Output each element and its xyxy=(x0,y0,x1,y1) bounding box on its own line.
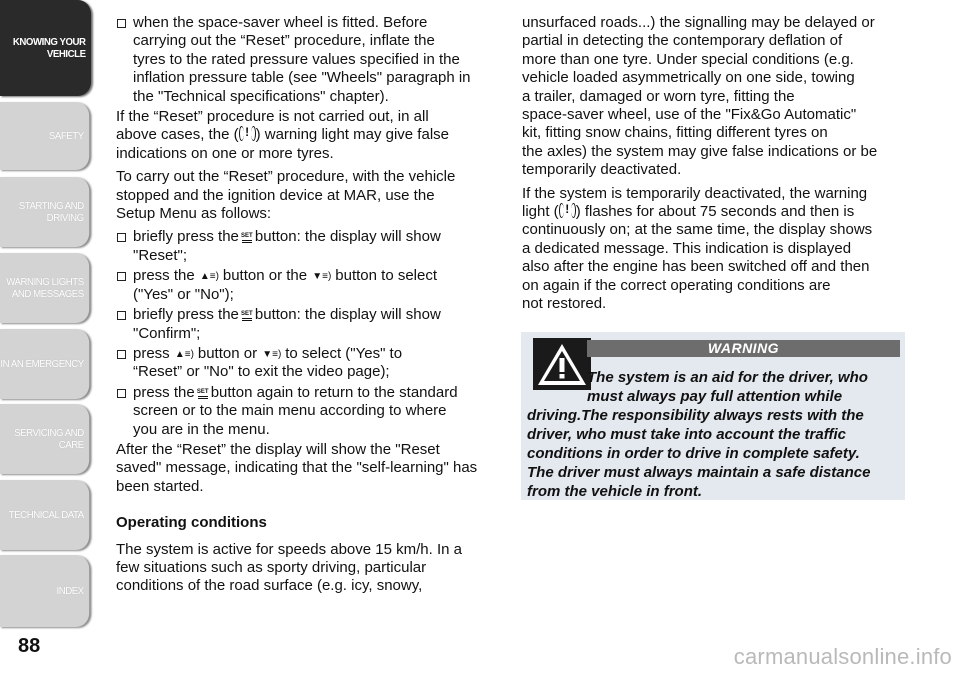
tab-label: KNOWING YOUR VEHICLE xyxy=(12,36,86,60)
text-line: more than one tyre. Under special conditions (e.g. xyxy=(522,50,854,68)
down-button-icon: ▼≡) xyxy=(262,348,282,360)
watermark: carmanualsonline.info xyxy=(733,644,952,669)
tab-technical-data[interactable] xyxy=(0,480,89,550)
text-line: the "Technical specifications" chapter). xyxy=(133,87,389,105)
text-line: The system is an aid for the driver, who xyxy=(587,369,868,386)
text-line: been started. xyxy=(116,477,204,495)
text-line: If the “Reset” procedure is not carried out, in all xyxy=(116,108,429,126)
set-button-icon xyxy=(240,233,254,244)
text-line: saved" message, indicating that the "self-learning" has xyxy=(116,459,478,477)
tab-starting-and-driving[interactable] xyxy=(0,177,89,247)
text-line: The system is active for speeds above 15 km/h. In a xyxy=(116,540,462,558)
list-item xyxy=(116,306,500,343)
set-button-icon xyxy=(240,311,254,322)
icon-glyph: ! xyxy=(245,125,250,140)
text-line: a trailer, damaged or worn tyre, fitting the xyxy=(522,87,795,105)
paragraph xyxy=(116,541,500,596)
icon-glyph: ! xyxy=(565,202,570,217)
text-line: "Reset"; xyxy=(133,246,188,264)
tab-safety[interactable] xyxy=(0,102,89,170)
text-line: button: the display will show xyxy=(254,228,441,246)
text-line: partial in detecting the contemporary deflation of xyxy=(522,32,843,50)
text-line: continuously on; at the same time, the display shows xyxy=(522,221,873,239)
list-item xyxy=(116,267,500,304)
tab-knowing-your-vehicle[interactable] xyxy=(0,0,91,96)
text-line: “Reset” or "No" to exit the video page); xyxy=(133,363,390,381)
text-line: driving.The responsibility always rests with the xyxy=(527,407,864,424)
warning-title: WARNING xyxy=(587,340,900,357)
text-line: temporarily deactivated. xyxy=(522,161,682,179)
tab-index[interactable] xyxy=(0,555,89,627)
text-line: you are in the menu. xyxy=(133,420,270,438)
text-line: few situations such as sporty driving, particular xyxy=(116,558,427,576)
text-line: indications on one or more tyres. xyxy=(116,144,334,162)
list-item xyxy=(116,228,500,265)
set-button-icon xyxy=(196,389,210,400)
paragraph xyxy=(522,185,906,314)
section-heading: Operating conditions xyxy=(116,514,267,532)
icon-label: SET xyxy=(241,311,253,318)
text-line: to select ("Yes" to xyxy=(285,344,403,362)
text-line: conditions of the road surface (e.g. icy, snowy, xyxy=(116,577,423,595)
text-line: unsurfaced roads...) the signalling may be delayed or xyxy=(522,14,875,31)
text-line: ) flashes for about 75 seconds and then is xyxy=(575,203,855,221)
text-line: also after the engine has been switched off and then xyxy=(522,258,870,276)
down-button-icon: ▼≡) xyxy=(312,271,332,283)
text-line: "Confirm"; xyxy=(133,324,201,342)
tab-label: INDEX xyxy=(56,585,84,597)
text-line: tyres to the rated pressure values specified in the xyxy=(133,50,460,68)
text-line: a dedicated message. This indication is displayed xyxy=(522,239,852,257)
text-line: screen or to the main menu according to where xyxy=(133,402,447,420)
tab-label: TECHNICAL DATA xyxy=(8,509,84,521)
text-line: press the xyxy=(133,267,195,285)
text-line: If the system is temporarily deactivated, the warning xyxy=(522,184,868,202)
up-button-icon: ▲≡) xyxy=(174,348,194,360)
text-line: The driver must always maintain a safe distance xyxy=(527,464,871,481)
tab-label: IN AN EMERGENCY xyxy=(0,358,84,370)
tab-warning-lights[interactable] xyxy=(0,253,89,323)
tab-label: WARNING LIGHTS AND MESSAGES xyxy=(6,276,84,300)
text-line: not restored. xyxy=(522,295,607,313)
text-line: the axles) the system may give false indications or be xyxy=(522,142,878,160)
warning-box xyxy=(521,332,905,500)
warning-text xyxy=(521,368,905,501)
text-line: above cases, the ( xyxy=(116,126,239,144)
tyre-pressure-warning-icon xyxy=(240,126,255,141)
list-item xyxy=(116,384,500,439)
text-line: inflation pressure table (see "Wheels" paragraph in xyxy=(133,69,471,87)
page-number: 88 xyxy=(18,635,41,657)
text-line: Setup Menu as follows: xyxy=(116,205,272,223)
left-column xyxy=(116,14,500,601)
text-line: space-saver wheel, use of the "Fix&Go Automatic" xyxy=(522,106,857,124)
text-line: To carry out the “Reset” procedure, with the vehicle xyxy=(116,168,456,186)
icon-label: SET xyxy=(241,233,253,240)
text-line: ) warning light may give false xyxy=(255,126,449,144)
paragraph xyxy=(116,441,500,496)
text-line: press xyxy=(133,344,170,362)
tab-label: SAFETY xyxy=(48,130,84,142)
list-item xyxy=(116,14,500,106)
tab-in-an-emergency[interactable] xyxy=(0,329,89,399)
text-line: briefly press the xyxy=(133,228,239,246)
text-line: press the xyxy=(133,383,195,401)
list-item xyxy=(116,345,500,382)
tab-label: STARTING AND DRIVING xyxy=(18,200,84,224)
text-line: kit, fitting snow chains, fitting different tyres on xyxy=(522,124,828,142)
text-line: button or the xyxy=(222,267,308,285)
up-button-icon: ▲≡) xyxy=(199,271,219,283)
text-line: when the space-saver wheel is fitted. Before xyxy=(133,14,428,31)
text-line: conditions in order to drive in complete safety. xyxy=(527,445,860,462)
text-line: light ( xyxy=(522,203,559,221)
text-line: button or xyxy=(197,344,258,362)
chapter-tabs xyxy=(0,0,100,632)
tyre-pressure-warning-icon xyxy=(560,203,575,218)
text-line: driver, who must take into account the traffic xyxy=(527,426,846,443)
right-column xyxy=(522,14,906,319)
paragraph xyxy=(522,14,906,180)
text-line: carrying out the “Reset” procedure, inflate the xyxy=(133,32,435,50)
icon-label: SET xyxy=(196,388,209,395)
text-line: stopped and the ignition device at MAR, use the xyxy=(116,186,435,204)
text-line: button again to return to the standard xyxy=(210,383,458,401)
text-line: from the vehicle in front. xyxy=(527,483,703,500)
paragraph xyxy=(116,108,500,163)
text-line: button to select xyxy=(335,267,438,285)
text-line: button: the display will show xyxy=(254,306,441,324)
tab-label: SERVICING AND CARE xyxy=(14,427,84,451)
text-line: must always pay full attention while xyxy=(587,388,843,405)
text-line: vehicle loaded asymmetrically on one side, towing xyxy=(522,69,855,87)
paragraph xyxy=(116,168,500,223)
text-line: ("Yes" or "No"); xyxy=(133,285,234,303)
text-line: briefly press the xyxy=(133,306,239,324)
tab-servicing-and-care[interactable] xyxy=(0,404,89,474)
text-line: on again if the correct operating conditions are xyxy=(522,276,831,294)
text-line: After the “Reset” the display will show the "Reset xyxy=(116,440,440,458)
